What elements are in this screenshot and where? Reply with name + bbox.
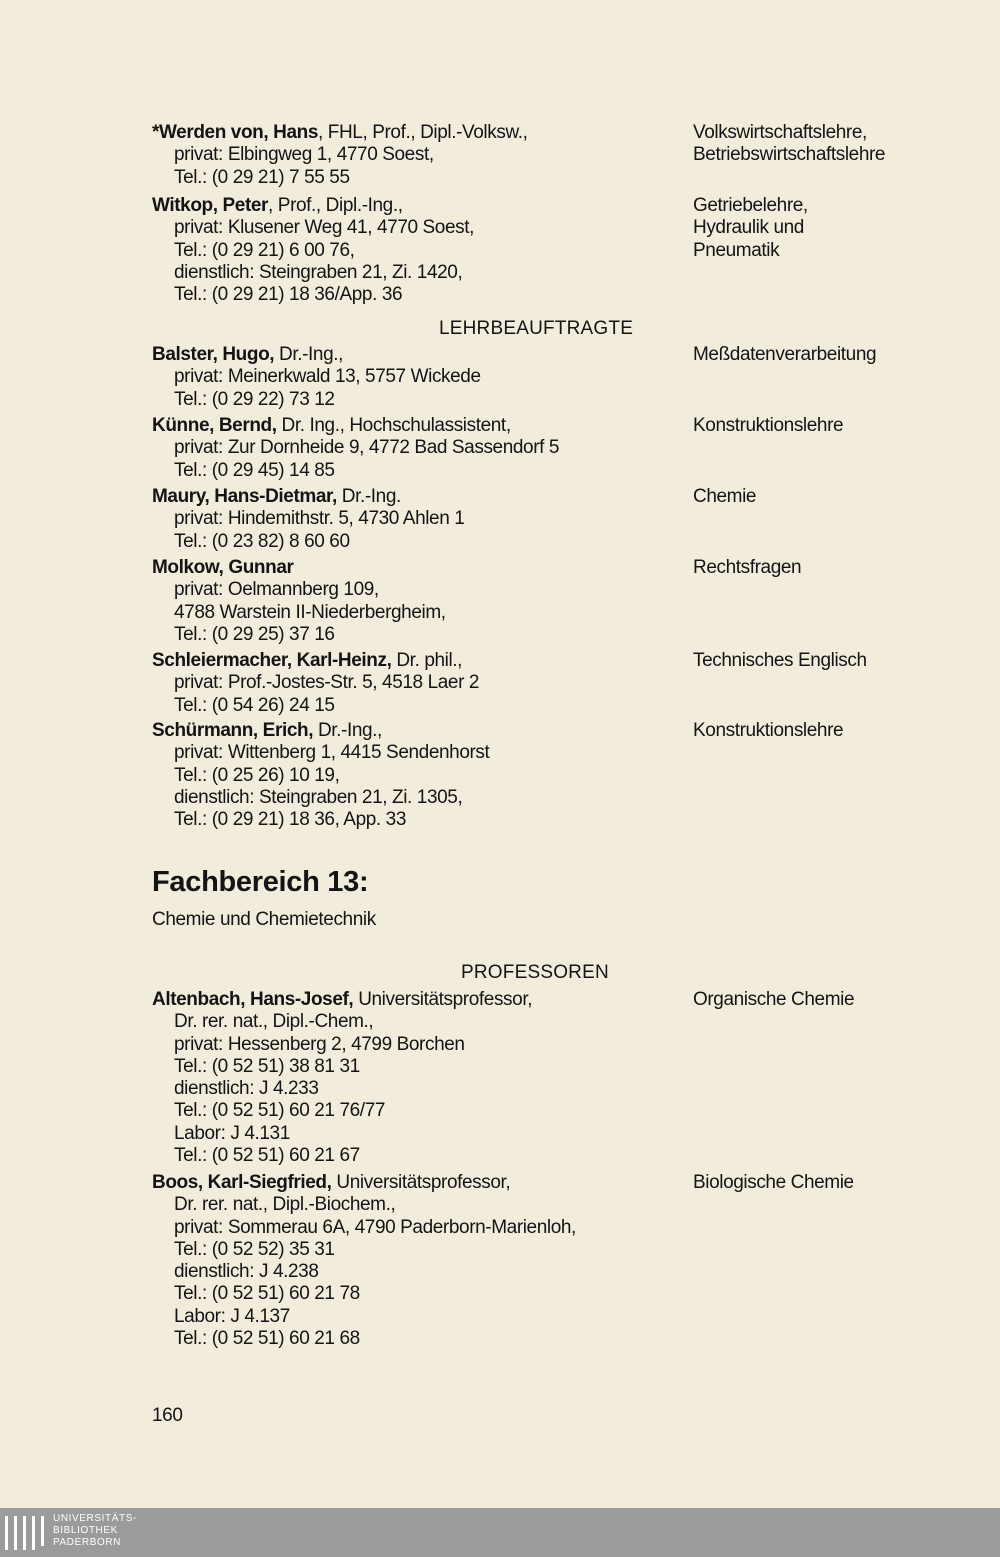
subject-area: [693, 344, 876, 366]
person-title: Dr.-Ing.,: [274, 344, 344, 365]
person-title: Dr. Ing., Hochschulassistent,: [276, 415, 511, 436]
person-entry: [152, 344, 992, 411]
section-heading-professoren: PROFESSOREN: [461, 962, 609, 983]
phone-line: Tel.: (0 52 51) 60 21 67: [174, 1145, 360, 1167]
person-name: *Werden von, Hans: [152, 122, 318, 143]
logo-text-line: PADERBORN: [53, 1537, 122, 1548]
subject-line: Getriebelehre,: [693, 195, 808, 216]
degree-line: Dr. rer. nat., Dipl.-Chem.,: [174, 1011, 374, 1033]
address-line: privat: Hessenberg 2, 4799 Borchen: [174, 1033, 465, 1055]
person-name: Künne, Bernd,: [152, 415, 277, 436]
subject-area: [693, 486, 756, 508]
person-title: Dr.-Ing.: [336, 486, 401, 507]
person-name: Molkow, Gunnar: [152, 557, 294, 578]
library-logo-text: [53, 1513, 137, 1549]
person-name: Altenbach, Hans-Josef,: [152, 989, 354, 1010]
address-line: privat: Prof.-Jostes-Str. 5, 4518 Laer 2: [174, 672, 480, 694]
phone-line: Tel.: (0 29 22) 73 12: [174, 388, 335, 410]
phone-line: Tel.: (0 52 51) 60 21 76/77: [174, 1100, 386, 1122]
address-line: privat: Elbingweg 1, 4770 Soest,: [174, 144, 434, 166]
person-name: Witkop, Peter: [152, 195, 269, 216]
phone-line: Tel.: (0 29 21) 7 55 55: [174, 166, 350, 188]
department-subtitle: Chemie und Chemietechnik: [152, 909, 376, 930]
subject-line: Konstruktionslehre: [693, 720, 844, 741]
phone-line: Tel.: (0 52 51) 60 21 68: [174, 1328, 360, 1350]
person-entry: [152, 650, 992, 717]
lab-line: Labor: J 4.131: [174, 1122, 290, 1144]
section-heading-lehrbeauftragte: LEHRBEAUFTRAGTE: [439, 318, 634, 339]
address-line: privat: Meinerkwald 13, 5757 Wickede: [174, 366, 481, 388]
phone-line: Tel.: (0 54 26) 24 15: [174, 694, 335, 716]
subject-line: Betriebswirtschaftslehre: [693, 144, 886, 166]
person-name: Balster, Hugo,: [152, 344, 275, 365]
library-logo[interactable]: [0, 1508, 160, 1557]
department-title: Fachbereich 13:: [152, 866, 369, 898]
person-name: Schürmann, Erich,: [152, 720, 314, 741]
subject-area: [693, 720, 843, 742]
subject-line: Meßdatenverarbeitung: [693, 344, 877, 365]
address-line: privat: Klusener Weg 41, 4770 Soest,: [174, 217, 474, 239]
person-title: Dr.-Ing.,: [313, 720, 382, 741]
subject-area: [693, 195, 808, 262]
person-name: Boos, Karl-Siegfried,: [152, 1172, 332, 1193]
subject-line: Rechtsfragen: [693, 557, 802, 578]
subject-area: [693, 122, 885, 167]
subject-line: Technisches Englisch: [693, 650, 867, 671]
phone-line: Tel.: (0 52 52) 35 31: [174, 1238, 335, 1260]
office-line: dienstlich: Steingraben 21, Zi. 1305,: [174, 786, 463, 808]
subject-line: Hydraulik und: [693, 217, 804, 239]
phone-line: Tel.: (0 23 82) 8 60 60: [174, 530, 350, 552]
person-title: , FHL, Prof., Dipl.-Volksw.,: [318, 122, 528, 143]
office-line: dienstlich: J 4.238: [174, 1261, 319, 1283]
subject-area: [693, 415, 843, 437]
person-title: , Prof., Dipl.-Ing.,: [268, 195, 403, 216]
phone-line: Tel.: (0 52 51) 60 21 78: [174, 1283, 360, 1305]
phone-line: Tel.: (0 29 45) 14 85: [174, 459, 335, 481]
phone-line: Tel.: (0 29 25) 37 16: [174, 623, 335, 645]
person-title: Universitätsprofessor,: [331, 1172, 511, 1193]
phone-line: Tel.: (0 29 21) 6 00 76,: [174, 239, 355, 261]
person-entry: [152, 415, 992, 482]
phone-line: Tel.: (0 52 51) 38 81 31: [174, 1055, 360, 1077]
barcode-icon: [4, 1512, 46, 1554]
subject-area: [693, 650, 867, 672]
subject-line: Chemie: [693, 486, 757, 507]
address-line: 4788 Warstein II-Niederbergheim,: [174, 601, 446, 623]
person-entry: [152, 122, 992, 189]
lab-line: Labor: J 4.137: [174, 1305, 290, 1327]
person-title: Dr. phil.,: [391, 650, 463, 671]
office-line: dienstlich: J 4.233: [174, 1078, 319, 1100]
person-entry: [152, 989, 992, 1167]
subject-area: [693, 1172, 854, 1194]
page-number: 160: [152, 1405, 183, 1426]
logo-text-line: UNIVERSITÄTS-: [53, 1513, 137, 1524]
subject-line: Volkswirtschaftslehre,: [693, 122, 867, 143]
address-line: privat: Oelmannberg 109,: [174, 579, 379, 601]
address-line: privat: Wittenberg 1, 4415 Sendenhorst: [174, 742, 490, 764]
library-footer-bar: [0, 1508, 1000, 1557]
phone-line: Tel.: (0 25 26) 10 19,: [174, 764, 340, 786]
logo-text-line: BIBLIOTHEK: [53, 1525, 118, 1536]
person-entry: [152, 1172, 992, 1350]
degree-line: Dr. rer. nat., Dipl.-Biochem.,: [174, 1194, 396, 1216]
subject-area: [693, 557, 801, 579]
address-line: privat: Sommerau 6A, 4790 Paderborn-Marienloh,: [174, 1216, 576, 1238]
person-name: Schleiermacher, Karl-Heinz,: [152, 650, 392, 671]
phone-line: Tel.: (0 29 21) 18 36/App. 36: [174, 284, 403, 306]
person-name: Maury, Hans-Dietmar,: [152, 486, 337, 507]
subject-line: Biologische Chemie: [693, 1172, 854, 1193]
subject-area: [693, 989, 854, 1011]
person-entry: [152, 195, 992, 306]
person-entry: [152, 486, 992, 553]
address-line: privat: Hindemithstr. 5, 4730 Ahlen 1: [174, 508, 465, 530]
person-entry: [152, 557, 992, 646]
person-entry: [152, 720, 992, 831]
address-line: privat: Zur Dornheide 9, 4772 Bad Sassendorf 5: [174, 437, 560, 459]
person-title: Universitätsprofessor,: [353, 989, 533, 1010]
office-line: dienstlich: Steingraben 21, Zi. 1420,: [174, 261, 463, 283]
phone-line: Tel.: (0 29 21) 18 36, App. 33: [174, 809, 407, 831]
subject-line: Konstruktionslehre: [693, 415, 844, 436]
subject-line: Pneumatik: [693, 239, 780, 261]
subject-line: Organische Chemie: [693, 989, 855, 1010]
